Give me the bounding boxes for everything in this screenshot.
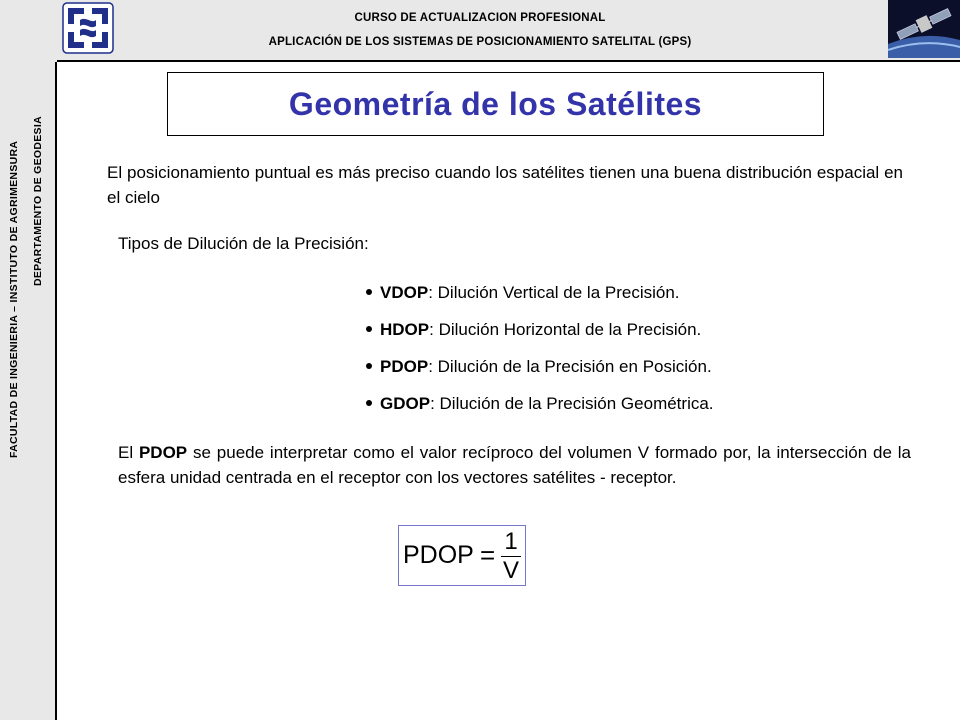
types-heading: Tipos de Dilución de la Precisión:: [118, 234, 369, 253]
dop-abbr: GDOP: [380, 394, 431, 413]
pdop-paragraph: [118, 440, 911, 490]
dop-abbr: HDOP: [380, 320, 430, 339]
university-logo-icon: [62, 2, 114, 54]
dop-desc: : Dilución de la Precisión Geométrica.: [430, 394, 714, 413]
bullet-icon: [366, 289, 372, 295]
dop-abbr: PDOP: [380, 357, 429, 376]
list-item: [360, 391, 714, 428]
pdop-rest: se puede interpretar como el valor recíproco del volumen V formado por, la intersección de la esfera unidad centrada en el receptor con los vectores satélites - receptor.: [118, 443, 912, 487]
pdop-prefix: El: [118, 443, 139, 462]
bullet-icon: [366, 400, 372, 406]
dop-abbr: VDOP: [380, 283, 429, 302]
satellite-icon: [888, 0, 960, 58]
course-title: CURSO DE ACTUALIZACION PROFESIONAL: [354, 12, 606, 24]
header: [0, 0, 960, 62]
dop-desc: : Dilución Vertical de la Precisión.: [428, 283, 680, 302]
page-title: Geometría de los Satélites: [288, 85, 703, 122]
list-item: [360, 317, 714, 354]
course-subtitle: APLICACIÓN DE LOS SISTEMAS DE POSICIONAMIENTO SATELITAL (GPS): [268, 36, 692, 48]
list-item: [360, 280, 714, 317]
intro-paragraph: El posicionamiento puntual es más preciso cuando los satélites tienen una buena distribución espacial en el cielo: [107, 163, 903, 207]
sidebar-department-text: DEPARTAMENTO DE GEODESIA: [32, 116, 44, 286]
sidebar-faculty-text: FACULTAD DE INGENIERIA – INSTITUTO DE AGRIMENSURA: [8, 140, 20, 458]
sidebar: [0, 0, 57, 720]
formula-equals: =: [480, 540, 496, 570]
header-corner: [0, 0, 57, 62]
pdop-formula: [398, 525, 526, 586]
formula-numerator: 1: [504, 528, 518, 555]
dop-list: [360, 280, 714, 428]
title-box: [167, 72, 824, 136]
formula-denominator: V: [502, 557, 519, 584]
bullet-icon: [366, 363, 372, 369]
bullet-icon: [366, 326, 372, 332]
dop-desc: : Dilución de la Precisión en Posición.: [428, 357, 712, 376]
formula-lhs: PDOP: [403, 541, 474, 569]
pdop-bold: PDOP: [138, 443, 188, 462]
list-item: [360, 354, 714, 391]
dop-desc: : Dilución Horizontal de la Precisión.: [429, 320, 702, 339]
